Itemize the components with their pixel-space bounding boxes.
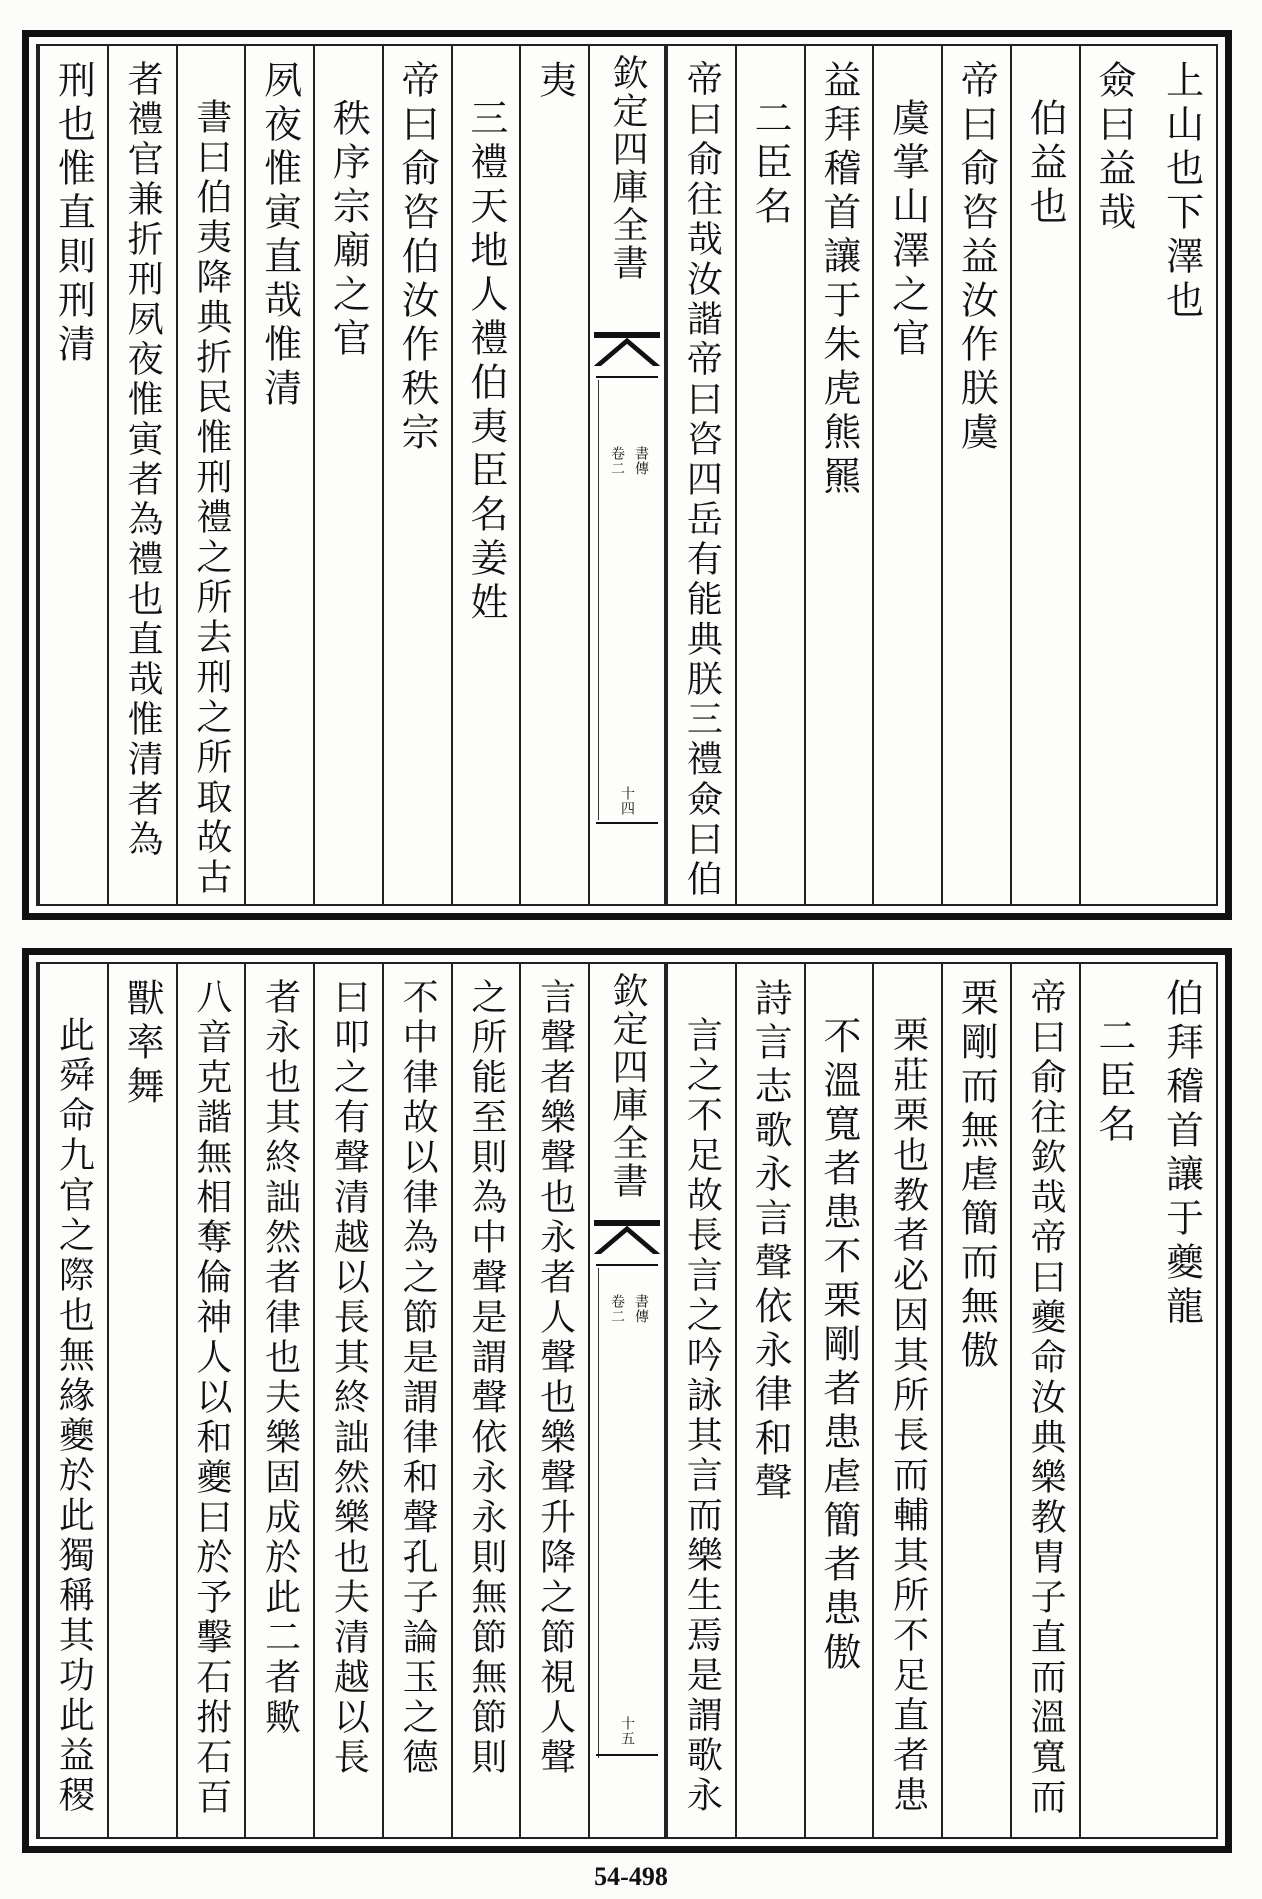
column [176, 964, 245, 1837]
center-fold [588, 46, 666, 904]
column [382, 46, 451, 904]
column-text: 不中律故以律為之節是謂律和聲孔子論玉之德 [397, 978, 439, 1778]
column-text: 帝曰俞往哉汝諧帝曰咨四岳有能典朕三禮僉曰伯 [681, 60, 723, 900]
column [244, 46, 313, 904]
column-text: 者永也其終詘然者律也夫樂固成於此二者歟 [259, 978, 301, 1738]
column [38, 46, 107, 904]
column-text: 栗剛而無虐簡而無傲 [954, 978, 999, 1374]
column [872, 964, 941, 1837]
column-text: 二臣名 [748, 98, 793, 230]
column [382, 964, 451, 1837]
column-text: 言聲者樂聲也永者人聲也樂聲升降之節視人聲 [534, 978, 576, 1778]
section-label: 書傳 [633, 1294, 649, 1324]
column-text: 之所能至則為中聲是謂聲依永永則無節無節則 [465, 978, 507, 1778]
column-text: 者禮官兼折刑夙夜惟寅者為禮也直哉惟清者為 [122, 60, 164, 860]
column [519, 46, 588, 904]
column [666, 964, 735, 1837]
column-text: 夷 [532, 60, 577, 104]
fish-line [596, 822, 658, 824]
book-title: 欽定四庫全書 [607, 54, 648, 282]
column [313, 964, 382, 1837]
column [735, 964, 804, 1837]
rule-line [598, 380, 599, 820]
volume-label: 卷二 [609, 446, 625, 476]
column-text: 帝曰俞往欽哉帝曰夔命汝典樂教胄子直而溫寬而 [1025, 978, 1067, 1818]
column [804, 46, 873, 904]
fish-tail-mark [594, 1220, 660, 1258]
fish-line [596, 1754, 658, 1756]
column [451, 964, 520, 1837]
column-text: 言之不足故長言之吟詠其言而樂生焉是謂歌永 [681, 1016, 723, 1816]
column-text: 三禮天地人禮伯夷臣名姜姓 [463, 98, 508, 626]
column-text: 書曰伯夷降典折民惟刑禮之所去刑之所取故古 [190, 98, 232, 898]
column-text: 伯拜稽首讓于夔龍 [1159, 978, 1204, 1330]
top-page-frame [36, 44, 1218, 906]
column-text: 二臣名 [1091, 1016, 1136, 1148]
column [1079, 964, 1148, 1837]
column [38, 964, 107, 1837]
column [1010, 46, 1079, 904]
column [941, 964, 1010, 1837]
page-number: 54-498 [594, 1862, 668, 1891]
fish-line [596, 376, 658, 378]
column-text: 獸率舞 [120, 978, 165, 1110]
column [451, 46, 520, 904]
column [1147, 964, 1216, 1837]
column-text: 虞掌山澤之官 [885, 98, 930, 362]
column-text: 夙夜惟寅直哉惟清 [257, 60, 302, 412]
column [1147, 46, 1216, 904]
column-text: 刑也惟直則刑清 [51, 60, 96, 368]
volume-label: 卷二 [609, 1294, 625, 1324]
column [313, 46, 382, 904]
fish-line [596, 1264, 658, 1266]
column-text: 詩言志歌永言聲依永律和聲 [748, 978, 793, 1506]
column-text: 八音克諧無相奪倫神人以和夔曰於予擊石拊石百 [190, 978, 232, 1818]
column-text: 栗莊栗也教者必因其所長而輔其所不足直者患 [887, 1016, 929, 1816]
column [244, 964, 313, 1837]
fish-tail-mark [594, 332, 660, 370]
bottom-page-frame [36, 962, 1218, 1839]
column-text: 帝曰俞咨伯汝作秩宗 [395, 60, 440, 456]
column [941, 46, 1010, 904]
column [804, 964, 873, 1837]
column [666, 46, 735, 904]
column-text: 伯益也 [1023, 98, 1068, 230]
center-fold [588, 964, 666, 1837]
folio-number: 十五 [619, 1716, 635, 1746]
folio-number: 十四 [619, 786, 635, 816]
column [519, 964, 588, 1837]
bottom-page [22, 948, 1232, 1853]
column [107, 46, 176, 904]
column [1079, 46, 1148, 904]
section-label: 書傳 [633, 446, 649, 476]
column-text: 上山也下澤也 [1159, 60, 1204, 324]
column [107, 964, 176, 1837]
column [1010, 964, 1079, 1837]
column-text: 益拜稽首讓于朱虎熊羆 [816, 60, 861, 500]
column-text: 此舜命九官之際也無緣夔於此獨稱其功此益稷 [53, 1016, 95, 1816]
column [176, 46, 245, 904]
column-text: 不溫寬者患不栗剛者患虐簡者患傲 [816, 1016, 861, 1676]
column-text: 秩序宗廟之官 [326, 98, 371, 362]
top-page [22, 30, 1232, 920]
column [872, 46, 941, 904]
column-text: 僉曰益哉 [1091, 60, 1136, 236]
book-title: 欽定四庫全書 [607, 972, 648, 1200]
column-text: 帝曰俞咨益汝作朕虞 [954, 60, 999, 456]
rule-line [598, 1268, 599, 1758]
column-text: 曰叩之有聲清越以長其終詘然樂也夫清越以長 [328, 978, 370, 1778]
column [735, 46, 804, 904]
